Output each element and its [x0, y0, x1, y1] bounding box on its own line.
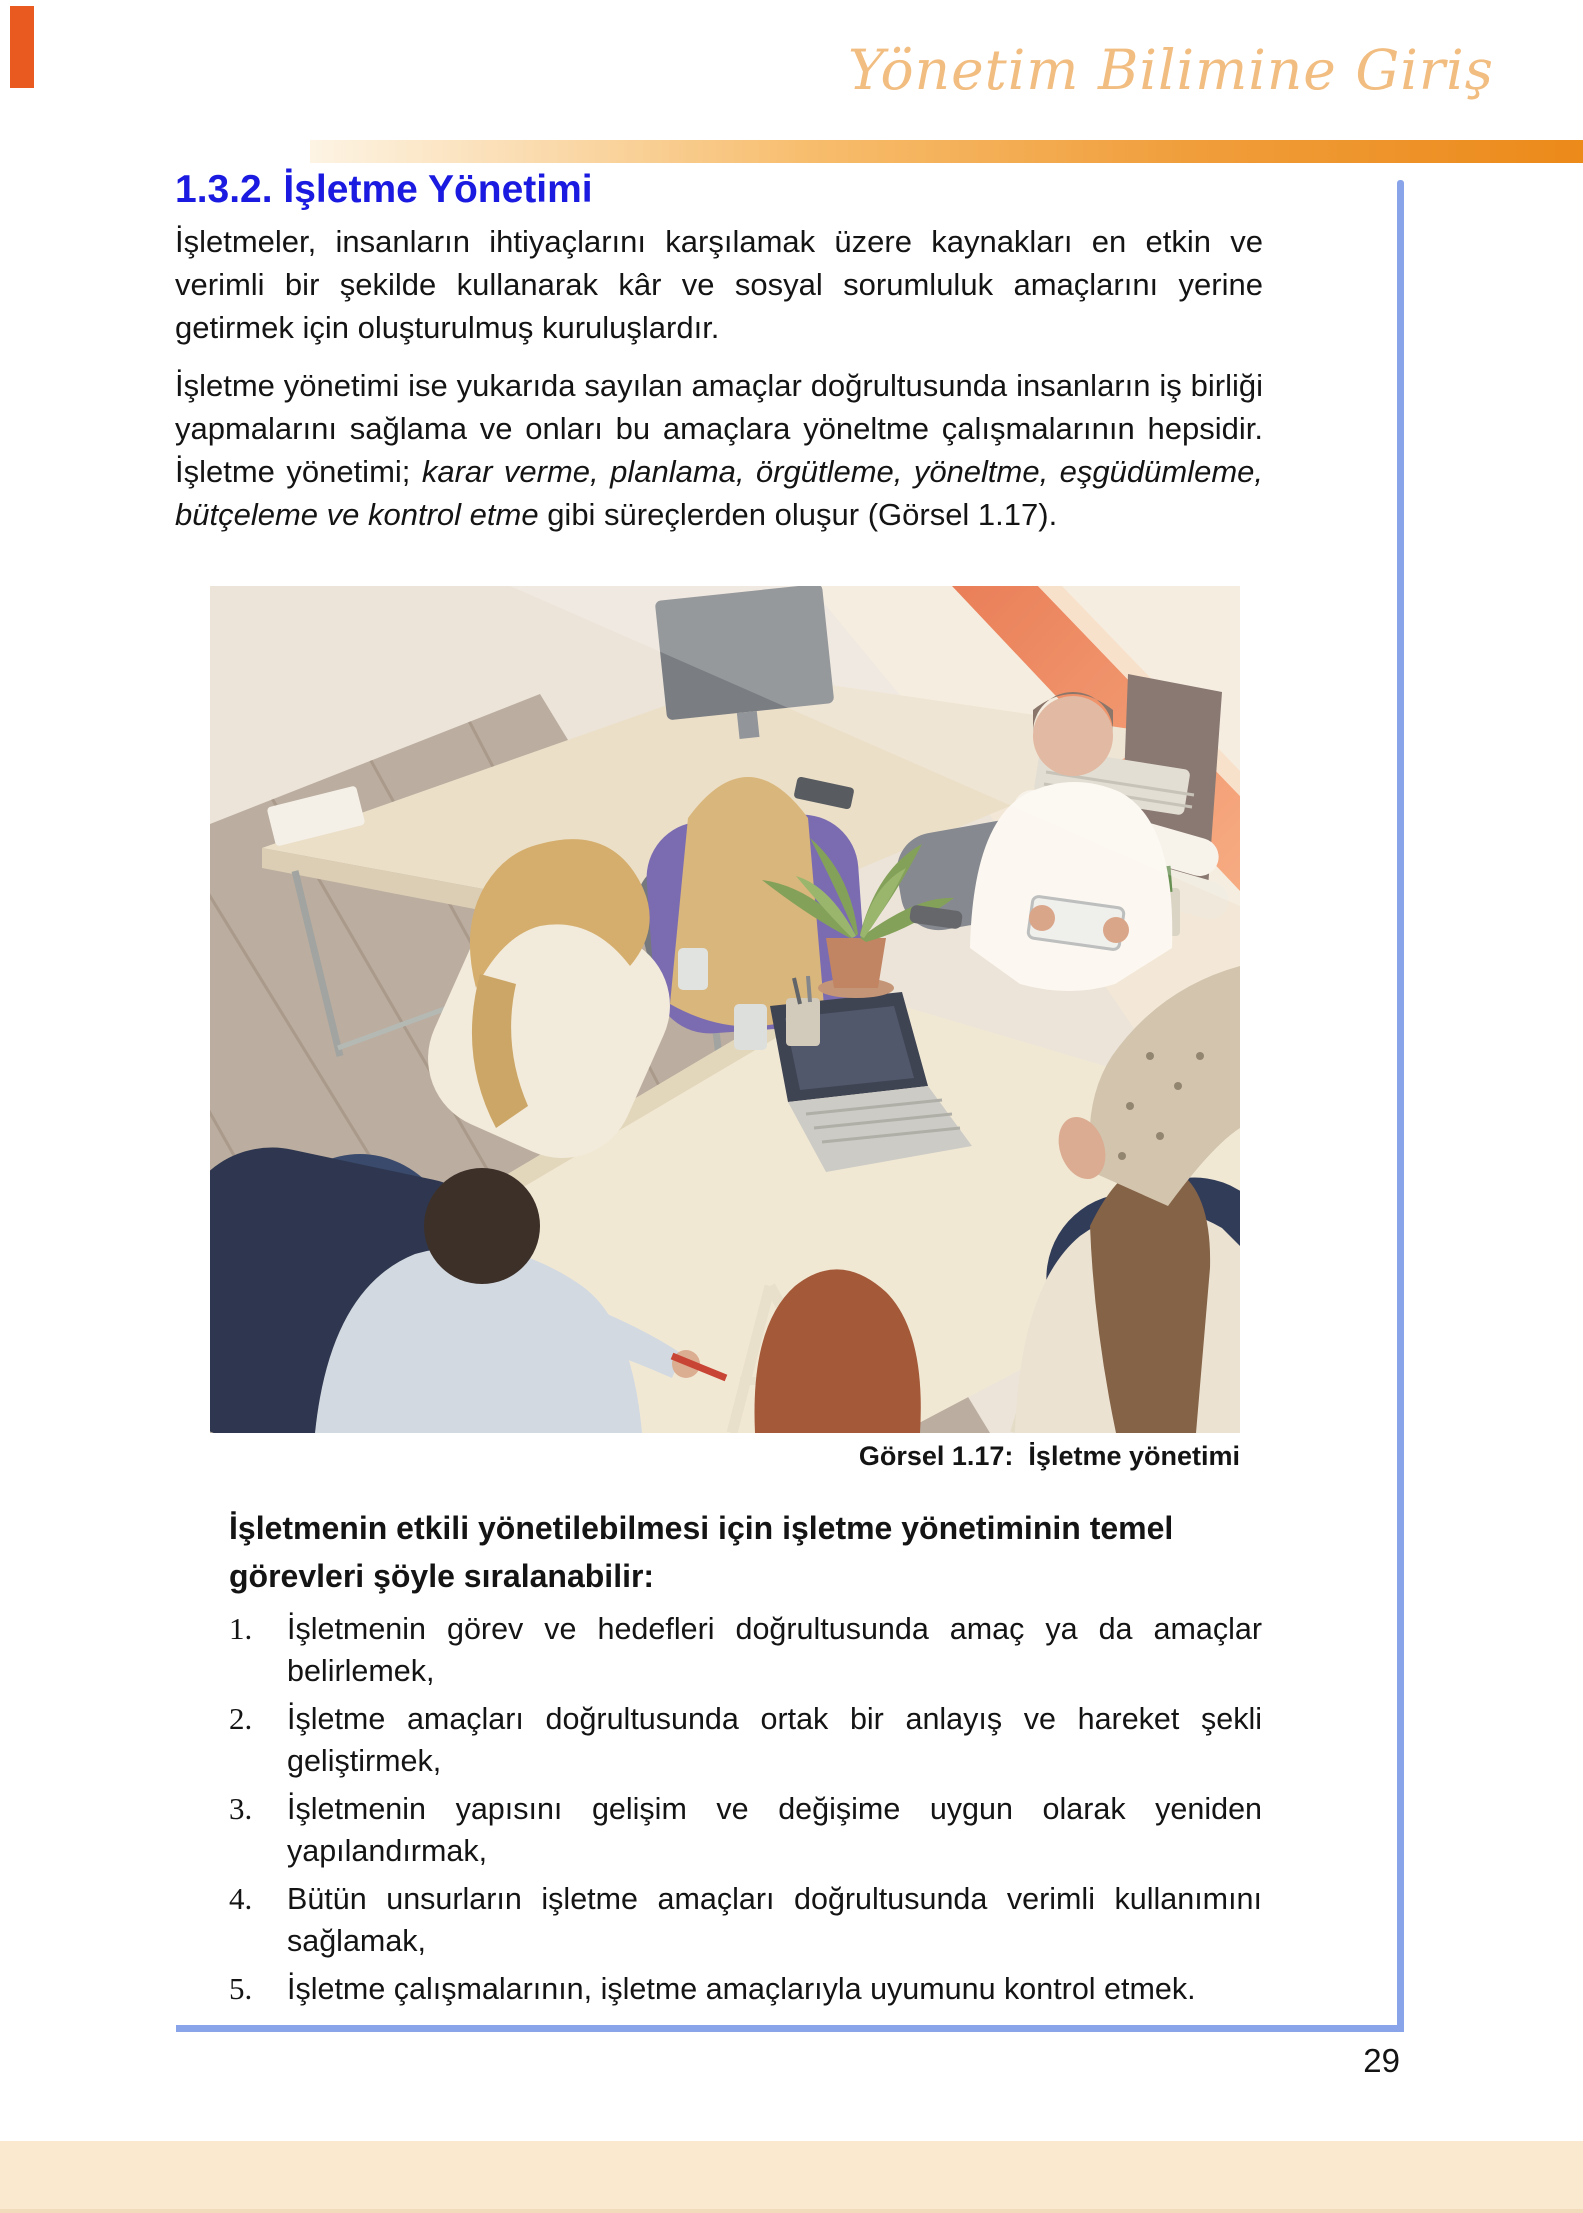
footer-bar — [0, 2141, 1583, 2213]
paragraph-2 — [175, 364, 1263, 536]
list-item — [229, 1968, 1262, 2010]
list-item-number: 5. — [229, 1971, 253, 2006]
content-frame-right-line — [1397, 180, 1404, 2032]
list-item-number: 3. — [229, 1791, 253, 1826]
paragraph-1: İşletmeler, insanların ihtiyaçlarını karşılamak üzere kaynakları en etkin ve verimli bir şekilde kullanarak kâr ve sosyal sorumluluk amaçlarını yerine getirmek için oluşturulmuş kuruluşlardır. — [175, 224, 1263, 345]
photo-warm-tint — [210, 586, 1240, 1433]
section-title: 1.3.2. İşletme Yönetimi — [175, 168, 593, 211]
paragraph-2-italic-terms: karar verme, planlama, örgütleme, yöneltme, eşgüdümleme, bütçeleme ve kontrol etme — [175, 454, 1263, 532]
list-item-number: 1. — [229, 1611, 253, 1646]
list-item-text: İşletmenin görev ve hedefleri doğrultusunda amaç ya da amaçlar belirlemek, — [287, 1612, 1262, 1688]
tasks-heading: İşletmenin etkili yönetilebilmesi için işletme yönetiminin temel görevleri şöyle sıralanabilir: — [229, 1510, 1174, 1594]
figure-photo — [210, 586, 1240, 1433]
list-item — [229, 1788, 1262, 1872]
list-item-number: 2. — [229, 1701, 253, 1736]
list-item — [229, 1878, 1262, 1962]
list-item-text: İşletme çalışmalarının, işletme amaçlarıyla uyumunu kontrol etmek. — [287, 1972, 1196, 2006]
paragraph-2-lead: İşletme yönetimi ise yukarıda sayılan amaçlar doğrultusunda insanların iş birliği yapmalarını sağlama ve onları bu amaçlara yöneltme çalışmalarının hepsidir. İşletme yönetimi; — [175, 368, 1263, 489]
chapter-header-script: Yönetim Bilimine Giriş — [848, 38, 1494, 102]
list-item-text: İşletmenin yapısını gelişim ve değişime uygun olarak yeniden yapılandırmak, — [287, 1792, 1262, 1868]
header-gradient-rule — [310, 140, 1583, 163]
paragraph-2-tail: gibi süreçlerden oluşur (Görsel 1.17). — [538, 497, 1058, 532]
list-item-number: 4. — [229, 1881, 253, 1916]
meeting-photo-illustration — [210, 586, 1240, 1433]
list-item-text: Bütün unsurların işletme amaçları doğrultusunda verimli kullanımını sağlamak, — [287, 1882, 1262, 1958]
figure-caption: Görsel 1.17: İşletme yönetimi — [858, 1441, 1240, 1471]
corner-accent-mark — [10, 6, 34, 88]
page-number: 29 — [1363, 2042, 1400, 2079]
list-item — [229, 1698, 1262, 1782]
content-column — [175, 168, 1263, 551]
content-frame-bottom-line — [176, 2025, 1404, 2032]
tasks-section — [229, 1504, 1262, 2016]
list-item-text: İşletme amaçları doğrultusunda ortak bir anlayış ve hareket şekli geliştirmek, — [287, 1702, 1262, 1778]
tasks-list — [229, 1608, 1262, 2010]
list-item — [229, 1608, 1262, 1692]
